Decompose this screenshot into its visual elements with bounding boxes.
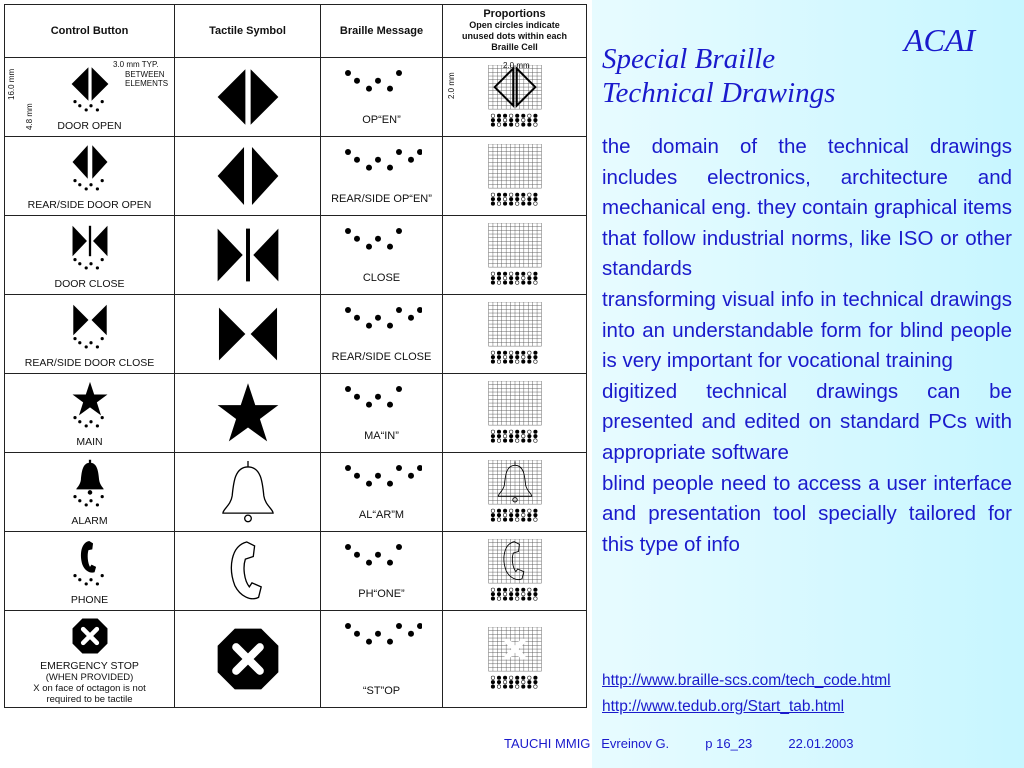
control-label bbox=[5, 200, 174, 211]
proportion-grid-icon bbox=[443, 627, 586, 691]
control-label bbox=[5, 595, 174, 606]
proportions-note-1: Open circles indicate bbox=[469, 20, 560, 30]
proportion-grid-icon bbox=[443, 381, 586, 445]
braille-message-cell bbox=[321, 532, 443, 611]
dim-typ: 3.0 mm TYP. bbox=[113, 60, 159, 69]
title-line-1: Special Braille bbox=[602, 43, 776, 75]
braille-message-label: AL“AR”M bbox=[358, 509, 405, 521]
dim-between-2: ELEMENTS bbox=[125, 79, 169, 88]
tactile-symbol-cell bbox=[175, 295, 321, 374]
dim-2mm-w: 2.0 mm bbox=[503, 61, 530, 70]
link-braille-scs[interactable]: http://www.braille-scs.com/tech_code.html bbox=[602, 672, 891, 689]
tactile-symbol-cell bbox=[175, 453, 321, 532]
link-tedub[interactable]: http://www.tedub.org/Start_tab.html bbox=[602, 698, 845, 715]
reference-links bbox=[602, 668, 891, 720]
table-row bbox=[5, 532, 587, 611]
table-header-row bbox=[5, 5, 587, 58]
proportion-grid-icon bbox=[443, 302, 586, 366]
control-button-cell bbox=[5, 611, 175, 708]
tactile-symbol-cell bbox=[175, 532, 321, 611]
slide-title bbox=[602, 42, 835, 110]
proportions-note-2: unused dots within each bbox=[461, 31, 567, 41]
table-row bbox=[5, 453, 587, 532]
control-label-text: EMERGENCY STOP bbox=[40, 660, 139, 672]
braille-message-cell bbox=[321, 137, 443, 216]
braille-dots-icon bbox=[69, 416, 111, 434]
table-row bbox=[5, 137, 587, 216]
control-button-cell bbox=[5, 216, 175, 295]
braille-message-label: OP“EN” bbox=[362, 114, 401, 126]
footer-author: TAUCHI MMIG Evreinov G. bbox=[504, 736, 670, 751]
braille-message-label: REAR/SIDE CLOSE bbox=[331, 351, 432, 363]
tactile-stop-icon bbox=[215, 626, 281, 692]
braille-dots-icon bbox=[69, 574, 111, 592]
control-button-cell bbox=[5, 137, 175, 216]
proportions-note-3: Braille Cell bbox=[491, 42, 538, 52]
control-label bbox=[5, 121, 174, 132]
proportions-cell bbox=[443, 295, 587, 374]
braille-message-cell bbox=[321, 58, 443, 137]
slide-text-panel bbox=[598, 0, 1018, 768]
proportions-cell bbox=[443, 58, 587, 137]
table-row bbox=[5, 374, 587, 453]
braille-message-label: CLOSE bbox=[362, 272, 401, 284]
braille-message-cell bbox=[321, 295, 443, 374]
footer-date: 22.01.2003 bbox=[788, 736, 854, 751]
label-note: X on face of octagon is not bbox=[33, 683, 146, 694]
braille-message-cell bbox=[321, 374, 443, 453]
label-note: required to be tactile bbox=[46, 694, 133, 705]
braille-symbol-table bbox=[4, 4, 587, 708]
header-control-button: Control Button bbox=[5, 5, 175, 58]
proportion-grid-icon bbox=[443, 65, 586, 129]
proportions-cell bbox=[443, 532, 587, 611]
braille-dots-icon bbox=[69, 337, 111, 355]
braille-dots-icon bbox=[69, 100, 111, 118]
paragraph: the domain of the technical drawings includes electronics, architecture and mechanical eng. they contain graphical items that follow industrial norms, like ISO or other standards bbox=[602, 135, 1012, 281]
tactile-door-close-icon bbox=[215, 222, 281, 288]
tactile-phone-icon bbox=[215, 538, 281, 604]
braille-message-label: PH“ONE” bbox=[358, 588, 405, 600]
proportions-cell bbox=[443, 374, 587, 453]
header-braille-message: Braille Message bbox=[321, 5, 443, 58]
control-label bbox=[5, 516, 174, 527]
proportions-cell bbox=[443, 611, 587, 708]
braille-dots-icon bbox=[69, 179, 111, 197]
dim-48mm: 4.8 mm bbox=[25, 103, 34, 130]
table-row bbox=[5, 58, 587, 137]
proportions-cell bbox=[443, 216, 587, 295]
proportions-cell bbox=[443, 137, 587, 216]
table-row bbox=[5, 216, 587, 295]
braille-message-cell bbox=[321, 611, 443, 708]
header-tactile-symbol: Tactile Symbol bbox=[175, 5, 321, 58]
control-label-text: REAR/SIDE DOOR OPEN bbox=[27, 199, 152, 211]
braille-dots-icon bbox=[69, 639, 111, 657]
control-label bbox=[5, 661, 174, 705]
control-label-text: REAR/SIDE DOOR CLOSE bbox=[24, 357, 155, 369]
control-label bbox=[5, 437, 174, 448]
acai-logo: ACAI bbox=[904, 22, 976, 58]
footer-page: p 16_23 bbox=[705, 736, 753, 751]
tactile-rear-door-open-icon bbox=[215, 143, 281, 209]
control-label-text: ALARM bbox=[71, 515, 108, 527]
table-row bbox=[5, 611, 587, 708]
control-label-text: PHONE bbox=[70, 594, 109, 606]
control-button-cell bbox=[5, 374, 175, 453]
proportions-cell bbox=[443, 453, 587, 532]
paragraph: transforming visual info in technical drawings into an understandable form for blind people is very important for vocational training bbox=[602, 287, 1012, 373]
table-row bbox=[5, 295, 587, 374]
header-proportions bbox=[443, 5, 587, 58]
paragraph: digitized technical drawings can be presented and edited on standard PCs with appropriate software bbox=[602, 379, 1012, 464]
dim-16mm: 16.0 mm bbox=[7, 68, 16, 100]
proportions-title: Proportions bbox=[483, 8, 546, 20]
control-button-cell bbox=[5, 58, 175, 137]
control-label-text: DOOR OPEN bbox=[57, 120, 122, 132]
title-line-2: Technical Drawings bbox=[602, 77, 836, 109]
tactile-door-open-icon bbox=[215, 64, 281, 130]
paragraph: blind people need to access a user interface and presentation tool specially tailored for this type of info bbox=[602, 471, 1012, 556]
proportion-grid-icon bbox=[443, 144, 586, 208]
tactile-bell-icon bbox=[215, 459, 281, 525]
control-label bbox=[5, 279, 174, 290]
control-label bbox=[5, 358, 174, 369]
proportion-grid-icon bbox=[443, 539, 586, 603]
braille-message-label: MA“IN” bbox=[364, 430, 399, 442]
slide-body bbox=[602, 132, 1012, 560]
braille-message-label: “ST”OP bbox=[362, 685, 401, 697]
tactile-symbol-cell bbox=[175, 58, 321, 137]
braille-dots-icon bbox=[69, 495, 111, 513]
slide-footer bbox=[504, 736, 854, 751]
braille-message-cell bbox=[321, 216, 443, 295]
tactile-symbol-cell bbox=[175, 137, 321, 216]
proportion-grid-icon bbox=[443, 460, 586, 524]
dim-between-1: BETWEEN bbox=[125, 70, 165, 79]
control-button-cell bbox=[5, 532, 175, 611]
braille-dots-icon bbox=[69, 258, 111, 276]
label-note: (WHEN PROVIDED) bbox=[45, 672, 134, 683]
braille-message-label: REAR/SIDE OP“EN” bbox=[331, 193, 432, 205]
dim-2mm-h: 2.0 mm bbox=[447, 72, 456, 99]
braille-message-cell bbox=[321, 453, 443, 532]
tactile-symbol-cell bbox=[175, 216, 321, 295]
tactile-symbol-cell bbox=[175, 611, 321, 708]
control-label-text: DOOR CLOSE bbox=[54, 278, 125, 290]
control-label-text: MAIN bbox=[76, 436, 103, 448]
proportion-grid-icon bbox=[443, 223, 586, 287]
control-button-cell bbox=[5, 453, 175, 532]
tactile-symbol-cell bbox=[175, 374, 321, 453]
control-button-cell bbox=[5, 295, 175, 374]
tactile-star-icon bbox=[215, 380, 281, 446]
tactile-rear-door-close-icon bbox=[215, 301, 281, 367]
